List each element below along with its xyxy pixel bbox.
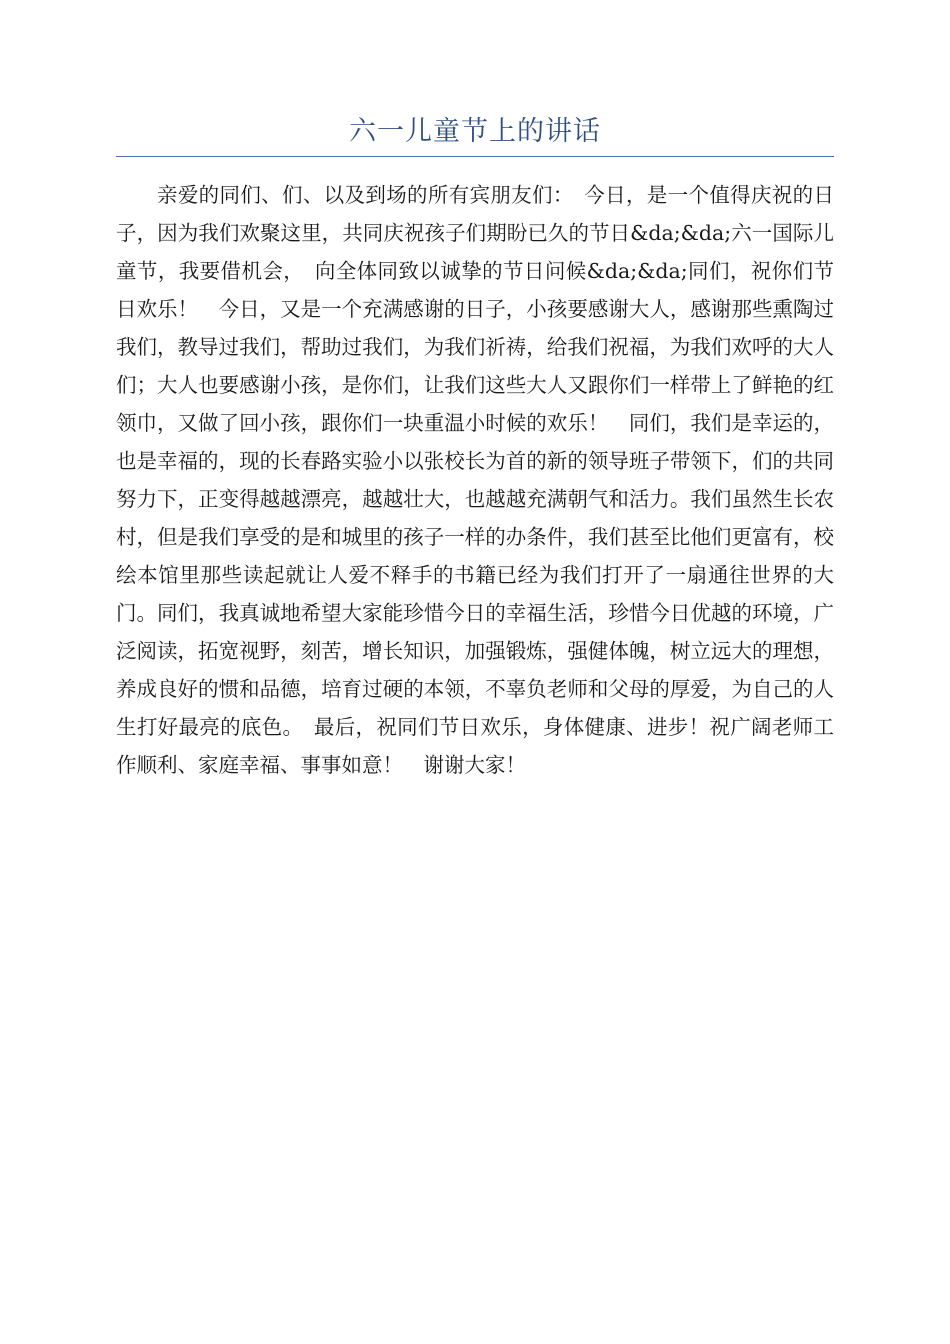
title-block <box>116 112 834 157</box>
page-title: 六一儿童节上的讲话 <box>349 116 601 147</box>
body-paragraph: 亲爱的同们、们、以及到场的所有宾朋友们： 今日，是一个值得庆祝的日子，因为我们欢聚这里，共同庆祝孩子们期盼已久的节日&da;&da;六一国际儿童节，我要借机会， 向全体同致以诚挚的节日问候&da;&da;同们，祝你们节日欢乐！ 今日，又是一个充满感谢的日子，小孩要感谢大人，感谢那些熏陶过我们，教导过我们，帮助过我们，为我们祈祷，给我们祝福，为我们欢呼的大人们；大人也要感谢小孩，是你们，让我们这些大人又跟你们一样带上了鲜艳的红领巾，又做了回小孩，跟你们一块重温小时候的欢乐！ 同们，我们是幸运的，也是幸福的，现的长春路实验小以张校长为首的新的领导班子带领下，们的共同努力下，正变得越越漂亮，越越壮大，也越越充满朝气和活力。我们虽然生长农村，但是我们享受的是和城里的孩子一样的办条件，我们甚至比他们更富有，校绘本馆里那些读起就让人爱不释手的书籍已经为我们打开了一扇通往世界的大门。同们，我真诚地希望大家能珍惜今日的幸福生活，珍惜今日优越的环境，广泛阅读，拓宽视野，刻苦，增长知识，加强锻炼，强健体魄，树立远大的理想，养成良好的惯和品德，培育过硬的本领，不辜负老师和父母的厚爱，为自己的人生打好最亮的底色。 最后，祝同们节日欢乐，身体健康、进步！祝广阔老师工作顺利、家庭幸福、事事如意！ 谢谢大家！ <box>116 183 834 777</box>
